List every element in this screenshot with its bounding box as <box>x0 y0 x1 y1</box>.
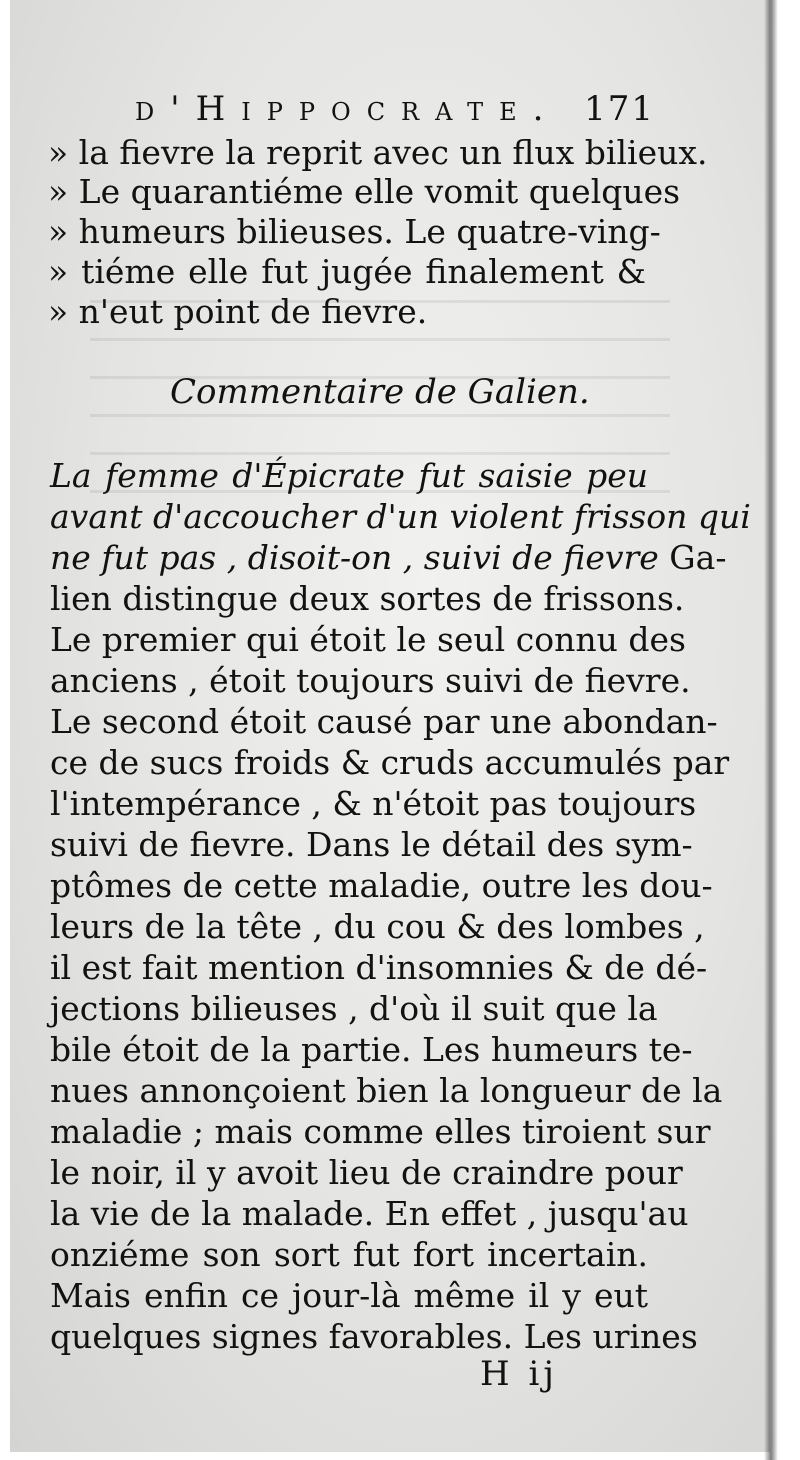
body-line: La femme d'Épicrate fut saisie peu <box>50 456 648 495</box>
body-line: il est fait mention d'insomnies & de dé- <box>50 948 708 987</box>
running-header <box>135 84 655 134</box>
body-line: la vie de la malade. En effet , jusqu'au <box>50 1194 689 1233</box>
body-line: leurs de la tête , du cou & des lombes , <box>50 907 705 946</box>
body-line: ce de sucs froids & cruds accumulés par <box>50 743 730 782</box>
body-line: Mais enfin ce jour-là même il y eut <box>50 1276 648 1315</box>
running-head-title: d'Hippocrate. <box>135 89 560 129</box>
body-line: jections bilieuses , d'où il suit que la <box>50 989 658 1028</box>
body-line: avant d'accoucher d'un violent frisson qui <box>50 497 751 536</box>
body-line: maladie ; mais comme elles tiroient sur <box>50 1112 711 1151</box>
body-line: Le second étoit causé par une abondan- <box>50 702 718 741</box>
body-line: Le premier qui étoit le seul connu des <box>50 620 686 659</box>
page-number: 171 <box>584 89 655 129</box>
quoted-line: » Le quarantiéme elle vomit quelques <box>48 172 681 211</box>
body-line: ne fut pas , disoit-on , suivi de fievre Ga- <box>50 538 727 577</box>
body-line: quelques signes favorables. Les urines <box>50 1317 698 1356</box>
body-line: le noir, il y avoit lieu de craindre pour <box>50 1153 683 1192</box>
section-heading: Commentaire de Galien. <box>170 372 590 412</box>
quoted-line: » la fievre la reprit avec un flux bilieux. <box>48 133 708 172</box>
body-line: anciens , étoit toujours suivi de fievre. <box>50 661 691 700</box>
body-line: l'intempérance , & n'étoit pas toujours <box>50 784 697 823</box>
quoted-line: » tiéme elle fut jugée finalement & <box>48 252 646 291</box>
body-line: ptômes de cette maladie, outre les dou- <box>50 866 713 905</box>
quoted-line: » humeurs bilieuses. Le quatre-ving- <box>48 212 661 251</box>
body-line: onziéme son sort fut fort incertain. <box>50 1235 648 1274</box>
signature-mark: H ij <box>480 1354 558 1394</box>
body-line: lien distingue deux sortes de frissons. <box>50 579 685 618</box>
body-line: nues annonçoient bien la longueur de la <box>50 1071 723 1110</box>
binding-edge-shadow <box>764 0 778 1460</box>
quoted-line: » n'eut point de fievre. <box>48 292 428 331</box>
body-line: bile étoit de la partie. Les humeurs te- <box>50 1030 693 1069</box>
body-line: suivi de fievre. Dans le détail des sym- <box>50 825 693 864</box>
